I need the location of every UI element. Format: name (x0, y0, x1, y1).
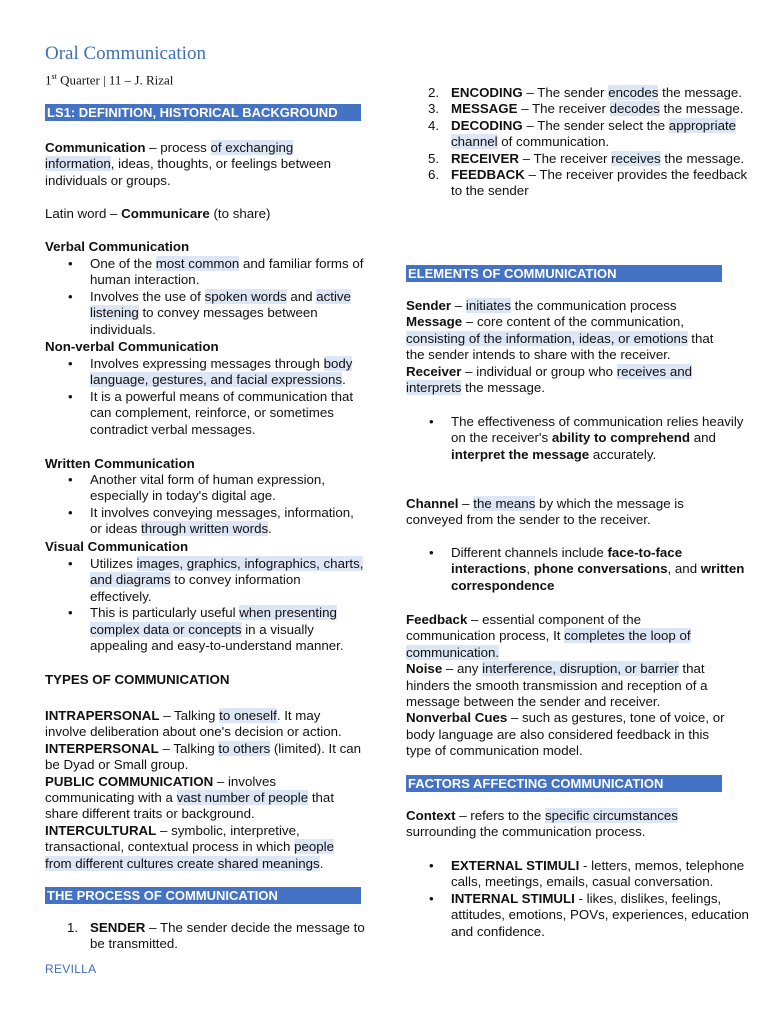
list-item: • INTERNAL STIMULI - likes, dislikes, feelings, attitudes, emotions, POVs, experiences, education and confidence. (451, 891, 751, 940)
effect-list (406, 414, 751, 463)
verbal-title: Verbal Communication (45, 239, 190, 254)
section-factors: FACTORS AFFECTING COMMUNICATION (406, 775, 722, 792)
list-item: • EXTERNAL STIMULI - letters, memos, telephone calls, meetings, emails, casual conversation. (451, 858, 751, 891)
communication-definition: Communication – process of exchanging information, ideas, thoughts, or feelings between individuals or groups. (45, 140, 332, 188)
list-item: • Utilizes images, graphics, infographics, charts, and diagrams to convey information effectively. (90, 556, 365, 605)
visual-title: Visual Communication (45, 539, 189, 554)
nonverbal-cues-text: Nonverbal Cues – such as gestures, tone of voice, or body language are also considered feedback in this type of communication model. (406, 710, 725, 759)
list-item: • Different channels include face-to-face interactions, phone conversations, and written correspondence (451, 545, 751, 594)
context-text: Context – refers to the specific circumstances surrounding the communication process. (406, 808, 678, 840)
process-list-start (45, 920, 365, 953)
nonverbal-list (45, 356, 365, 438)
list-item: 1. SENDER – The sender decide the message to be transmitted. (67, 920, 365, 952)
section-definition: LS1: DEFINITION, HISTORICAL BACKGROUND (45, 104, 361, 121)
feedback-text: Feedback – essential component of the communication process, It completes the loop of communication. (406, 612, 691, 660)
sender-text: Sender – initiates the communication process (406, 298, 677, 313)
message-text: Message – core content of the communication, consisting of the information, ideas, or emotions that the sender intends to share with the receiver. (406, 314, 714, 363)
visual-list (45, 556, 365, 654)
page-title: Oral Communication (45, 43, 206, 64)
channel-text: Channel – the means by which the message is conveyed from the sender to the receiver. (406, 496, 684, 528)
elements-block (406, 298, 726, 396)
stimuli-list (406, 858, 751, 940)
intercultural-text: INTERCULTURAL – symbolic, interpretive, transactional, contextual process in which people from different cultures create shared meanings. (45, 822, 335, 871)
page-subtitle: 1st Quarter | 11 – J. Rizal (45, 72, 174, 88)
footer-author: REVILLA (45, 962, 97, 976)
verbal-list (45, 256, 365, 338)
process-list-continued (406, 85, 751, 200)
channel-list (406, 545, 751, 594)
list-item: • One of the most common and familiar forms of human interaction. (90, 256, 365, 289)
list-item: • Involves the use of spoken words and active listening to convey messages between individuals. (90, 289, 365, 338)
interpersonal-text: INTERPERSONAL – Talking to others (limited). It can be Dyad or Small group. (45, 740, 362, 773)
written-title: Written Communication (45, 456, 195, 471)
list-item: • The effectiveness of communication relies heavily on the receiver's ability to comprehend and interpret the message accurately. (451, 414, 751, 463)
section-process: THE PROCESS OF COMMUNICATION (45, 887, 361, 904)
list-item: • This is particularly useful when presenting complex data or concepts in a visually appealing and easy-to-understand manner. (90, 605, 365, 654)
feedback-block (406, 612, 726, 760)
list-item: 5. RECEIVER – The receiver receives the message. (428, 150, 745, 166)
section-elements: ELEMENTS OF COMMUNICATION (406, 265, 722, 282)
list-item: • Involves expressing messages through body language, gestures, and facial expressions. (90, 356, 365, 389)
list-item: • It is a powerful means of communication that can complement, reinforce, or sometimes contradict verbal messages. (90, 389, 365, 438)
list-item: 3. MESSAGE – The receiver decodes the message. (428, 101, 744, 117)
list-item: 6. FEEDBACK – The receiver provides the feedback to the sender (428, 167, 748, 199)
list-item: 2. ENCODING – The sender encodes the message. (428, 85, 742, 100)
latin-word: Latin word – Communicare (to share) (45, 206, 271, 221)
types-title: TYPES OF COMMUNICATION (45, 672, 230, 687)
receiver-text: Receiver – individual or group who receives and interprets the message. (406, 363, 693, 396)
public-communication-text: PUBLIC COMMUNICATION – involves communicating with a vast number of people that share different traits or background. (45, 773, 335, 822)
nonverbal-title: Non-verbal Communication (45, 339, 219, 354)
written-list (45, 472, 365, 538)
intrapersonal-text: INTRAPERSONAL – Talking to oneself. It may involve deliberation about one's decision or action. (45, 708, 342, 740)
list-item: • Another vital form of human expression, especially in today's digital age. (90, 472, 365, 505)
list-item: • It involves conveying messages, information, or ideas through written words. (90, 505, 365, 538)
noise-text: Noise – any interference, disruption, or barrier that hinders the smooth transmission and reception of a message between the sender and receiver. (406, 661, 708, 710)
list-item: 4. DECODING – The sender select the appropriate channel of communication. (428, 117, 737, 150)
types-block (45, 708, 363, 872)
